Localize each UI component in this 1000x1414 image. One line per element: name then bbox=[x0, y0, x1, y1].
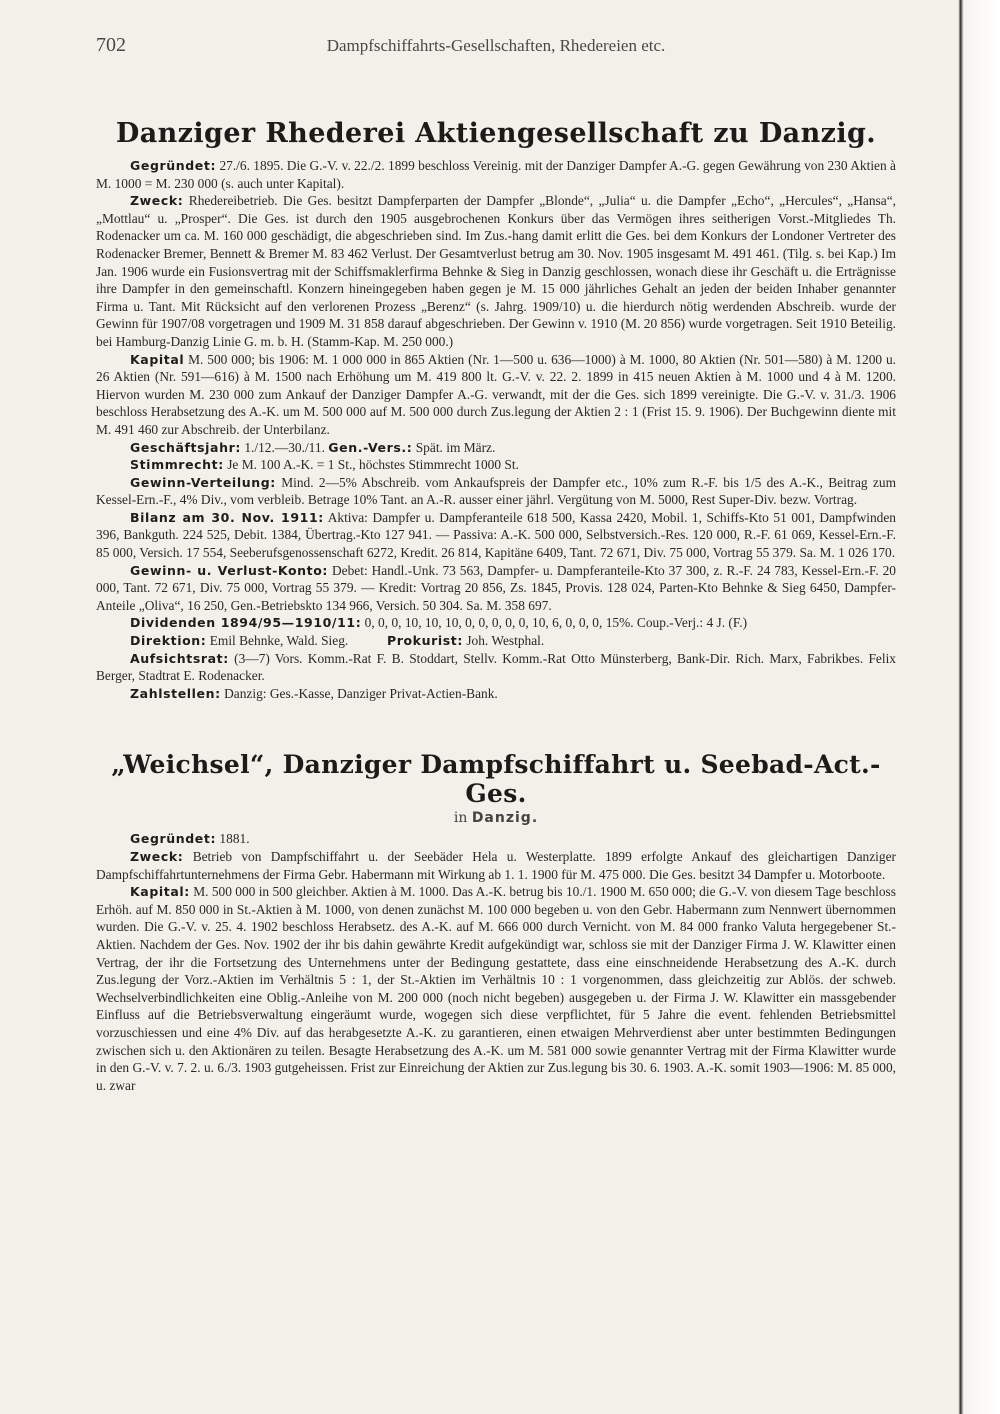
label-prokurist: Prokurist: bbox=[386, 633, 463, 649]
entry-direktion bbox=[96, 632, 896, 650]
running-head bbox=[96, 28, 896, 56]
text-dividenden: 0, 0, 0, 10, 10, 10, 0, 0, 0, 0, 0, 10, 6, 0, 0, 0, 15%. Coup.-Verj.: 4 J. (F.) bbox=[364, 615, 748, 631]
company-weichsel bbox=[96, 750, 896, 1094]
page bbox=[96, 28, 896, 1094]
text-guv: Debet: Handl.-Unk. 73 563, Dampfer- u. Dampferanteile-Kto 37 300, z. R.-F. 24 783, Kessel-Ern.-F. 20 000, Tant. 72 671, Div. 75 000, Vortrag 55 379. — Kredit: Vortrag 20 856, Zs. 1845, Provis. 128 024, Parten-Kto Behnke & Sieg 6450, Dampfer-Anteile „Oliva“, 16 250, Gen.-Betriebskto 134 966, Versich. 50 304. Sa. M. 358 697. bbox=[96, 562, 896, 613]
label-bilanz: Bilanz am 30. Nov. 1911: bbox=[130, 509, 324, 525]
label-zweck: Zweck: bbox=[130, 193, 184, 209]
text-gewinnverteilung: Mind. 2—5% Abschreib. vom Ankaufspreis der Dampfer etc., 10% zum R.-F. bis 1/5 des A.-K., Beitrag zum Kessel-Ern.-F., 4% Div., vom verbleib. Betrage 10% Tant. an A.-R. ausser einer jährl. Vergütung von M. 5000, Rest Super-Div. bezw. Vortrag. bbox=[96, 474, 896, 508]
label-genvers: Gen.-Vers.: bbox=[328, 439, 413, 455]
text-aufsichtsrat: (3—7) Vors. Komm.-Rat F. B. Stoddart, Stellv. Komm.-Rat Otto Münsterberg, Bank-Dir. Rich. Marx, Fabrikbes. Felix Berger, Stadtrat E. Rodenacker. bbox=[96, 650, 896, 684]
text-prokurist: Joh. Westphal. bbox=[466, 633, 545, 649]
page-number: 702 bbox=[96, 34, 126, 56]
label-guv: Gewinn- u. Verlust-Konto: bbox=[130, 562, 329, 578]
company-danziger-rhederei bbox=[96, 118, 896, 702]
location-prefix: in bbox=[453, 810, 468, 827]
label-gewinnverteilung: Gewinn-Verteilung: bbox=[130, 474, 276, 490]
label-zweck: Zweck: bbox=[130, 849, 184, 864]
label-kapital: Kapital: bbox=[130, 884, 190, 900]
entry-aufsichtsrat bbox=[96, 650, 896, 685]
label-geschaeftsjahr: Geschäftsjahr: bbox=[130, 439, 241, 455]
entry-kapital bbox=[96, 883, 896, 1094]
text-direktion: Emil Behnke, Wald. Sieg. bbox=[209, 633, 349, 649]
text-zahlstellen: Danzig: Ges.-Kasse, Danziger Privat-Actien-Bank. bbox=[224, 685, 498, 701]
entry-gewinnverteilung bbox=[96, 474, 896, 509]
entry-bilanz bbox=[96, 509, 896, 562]
text-geschaeftsjahr: 1./12.—30./11. bbox=[244, 439, 325, 455]
text-zweck: Rhedereibetrieb. Die Ges. besitzt Dampferparten der Dampfer „Blonde“, „Julia“ u. die Dampfer „Echo“, „Hercules“, „Hansa“, „Mottlau“ u. „Prosper“. Die Ges. ist durch den 1905 ausgebrochenen Konkurs über das Vermögen ihres seitherigen Vorst.-Mitgliedes Th. Rodenacker um ca. M. 160 000 geschädigt, die abgeschrieben sind. Im Zus.-hang damit erlitt die Ges. bei dem Konkurs der Londoner Vertreter des Rodenacker Bremer, Bennett & Bremer M. 83 462 Verlust. Der Gesamtverlust betrug am 30. Nov. 1905 insgesamt M. 491 461. (Tilg. s. bei Kap.) Im Jan. 1906 wurde ein Fusionsvertrag mit der Schiffsmaklerfirma Behnke & Sieg in Danzig geschlossen, wonach diese ihr Geschäft u. die Erträgnisse ihre Dampfer in den gemeinschaftl. Konzern hineingegeben haben gegen je M. 15 000 jährliches Gehalt an jeden der beiden Inhaber genannter Firma u. Tant. Mit Rücksicht auf den verlorenen Prozess „Berenz“ (s. Jahrg. 1909/10) u. die hierdurch nötig werdenden Abschreib. wurde der Gewinn für 1907/08 vorgetragen und 1909 M. 31 858 darauf abgeschrieben. Der Gewinn v. 1910 (M. 20 856) wurde vorgetragen. Seit 1910 Beteilig. bei Hamburg-Danzig Linie G. m. b. H. (Stamm-Kap. M. 250 000.) bbox=[96, 193, 896, 349]
label-gegruendet: Gegründet: bbox=[130, 158, 217, 173]
company-title: „Weichsel“, Danziger Dampfschiffahrt u. Seebad-Act.-Ges. bbox=[111, 750, 881, 809]
text-gegruendet: 27./6. 1895. Die G.-V. v. 22./2. 1899 beschloss Vereinig. mit der Danziger Dampfer A.-G. gegen Gewährung von 230 Aktien à M. 1000 = M. 230 000 (s. auch unter Kapital). bbox=[96, 158, 896, 191]
company-location bbox=[96, 810, 896, 826]
scan-edge bbox=[948, 0, 1000, 1414]
entry-gegruendet bbox=[96, 157, 896, 192]
text-bilanz: Aktiva: Dampfer u. Dampferanteile 618 500, Kassa 2420, Mobil. 1, Schiffs-Kto 51 001, Dampfwinden 396, Bankguth. 224 525, Debit. 1384, Übertrag.-Kto 127 941. — Passiva: A.-K. 500 000, Selbstversich.-Res. 120 000, R.-F. 61 069, Kessel-Ern.-F. 85 000, Versich. 17 554, Seeberufsgenossenschaft 6272, Kredit. 26 814, Kapitäne 6409, Tant. 72 671, Div. 75 000, Vortrag 55 379. Sa. M. 1 026 170. bbox=[96, 509, 897, 561]
text-kapital: M. 500 000 in 500 gleichber. Aktien à M. 1000. Das A.-K. betrug bis 10./1. 1900 M. 650 000; die G.-V. von diesem Tage beschloss Erhöh. auf M. 850 000 in St.-Aktien à M. 1000, von denen zunächst M. 100 000 begeben u. von den Gebr. Habermann zum Nennwert übernommen wurden. Die G.-V. v. 25. 4. 1902 beschloss Herabsetz. des A.-K. auf M. 666 000 durch Vernicht. von M. 84 000 franko Valuta hergegebener St.-Aktien. Nachdem der Ges. Nov. 1902 der ihr bis dahin gewährte Kredit aufgekündigt war, schloss sie mit der Danziger Firma J. W. Klawitter einen Vertrag, der ihr die Fortsetzung des Unternehmens unter der Bedingung gestattete, dass eine einschneidende Herabsetzung des A.-K. durch Zus.legung der Vorz.-Aktien im Verhältnis 5 : 1, der St.-Aktien im Verhältnis 10 : 1 vorgenommen, dass gleichzeitig zur Ablös. der schweb. Wechselverbindlichkeiten eine Oblig.-Anleihe von M. 200 000 (noch nicht begeben) ausgegeben u. der Firma J. W. Klawitter ein massgebender Einfluss auf die Betriebsverwaltung eingeräumt wurde, wogegen sich diese verpflichtet, für 5 Jahre die event. fehlenden Betriebsmittel vorzuschiessen und eine 4% Div. auf das herabgesetzte A.-K. zu garantieren, einen etwaigen Mehrverdienst aber unter bestimmten Bedingungen zwischen sich u. den Aktionären zu teilen. Besagte Herabsetzung des A.-K. um M. 581 000 sowie genannter Vertrag mit der Firma Klawitter wurde in den G.-V. v. 7. 2. u. 6./3. 1903 gutgeheissen. Frist zur Einreichung der Aktien zur Zus.legung bis 30. 6. 1903. A.-K. somit 1903—1906: M. 85 000, u. zwar bbox=[96, 884, 896, 1093]
text-stimmrecht: Je M. 100 A.-K. = 1 St., höchstes Stimmrecht 1000 St. bbox=[227, 457, 519, 473]
entry-dividenden bbox=[96, 614, 896, 632]
text-kapital: M. 500 000; bis 1906: M. 1 000 000 in 865 Aktien (Nr. 1—500 u. 636—1000) à M. 1000, 80 Aktien (Nr. 501—580) à M. 1200 u. 26 Aktien (Nr. 591—616) à M. 1500 nach Erhöhung um M. 419 800 lt. G.-V. v. 22. 2. 1899 in 415 neuen Aktien à M. 1000 und 4 à M. 1200. Hiervon wurden M. 230 000 zum Ankauf der Danziger Dampfer A.-G. verwandt, mit der die Ges. sich 1899 vereinigte. Die G.-V. v. 31./3. 1906 beschloss Herabsetzung des A.-K. um M. 500 000 auf M. 500 000 durch Zus.legung der Aktien 2 : 1 (Frist 15. 9. 1906). Der Buchgewinn diente mit M. 491 460 zur Abschreib. der Unterbilanz. bbox=[96, 351, 896, 437]
entry-zweck bbox=[96, 192, 896, 350]
entry-kapital bbox=[96, 351, 896, 439]
text-zweck: Betrieb von Dampfschiffahrt u. der Seebäder Hela u. Westerplatte. 1899 erfolgte Ankauf des gleichartigen Danziger Dampfschiffahrtunternehmens der Firma Gebr. Habermann mit Wirkung ab 1. 1. 1900 für M. 475 000. Die Ges. besitzt 34 Dampfer u. Motorboote. bbox=[96, 849, 896, 882]
entry-zahlstellen bbox=[96, 685, 896, 703]
entry-zweck bbox=[96, 848, 896, 883]
entry-geschaeftsjahr bbox=[96, 439, 896, 457]
label-dividenden: Dividenden 1894/95—1910/11: bbox=[130, 615, 362, 631]
entry-gegruendet bbox=[96, 830, 896, 848]
company-title: Danziger Rhederei Aktiengesellschaft zu Danzig. bbox=[115, 118, 877, 149]
label-zahlstellen: Zahlstellen: bbox=[130, 685, 221, 701]
location-city: Danzig. bbox=[471, 810, 539, 827]
label-kapital: Kapital bbox=[130, 351, 185, 367]
label-aufsichtsrat: Aufsichtsrat: bbox=[130, 650, 229, 666]
entry-stimmrecht bbox=[96, 456, 896, 474]
label-gegruendet: Gegründet: bbox=[130, 831, 217, 847]
label-direktion: Direktion: bbox=[130, 633, 207, 649]
entry-guv bbox=[96, 562, 896, 615]
label-stimmrecht: Stimmrecht: bbox=[130, 457, 224, 473]
running-title: Dampfschiffahrts-Gesellschaften, Rhedereien etc. bbox=[326, 36, 666, 55]
text-genvers: Spät. im März. bbox=[415, 439, 496, 455]
text-gegruendet: 1881. bbox=[219, 831, 250, 847]
